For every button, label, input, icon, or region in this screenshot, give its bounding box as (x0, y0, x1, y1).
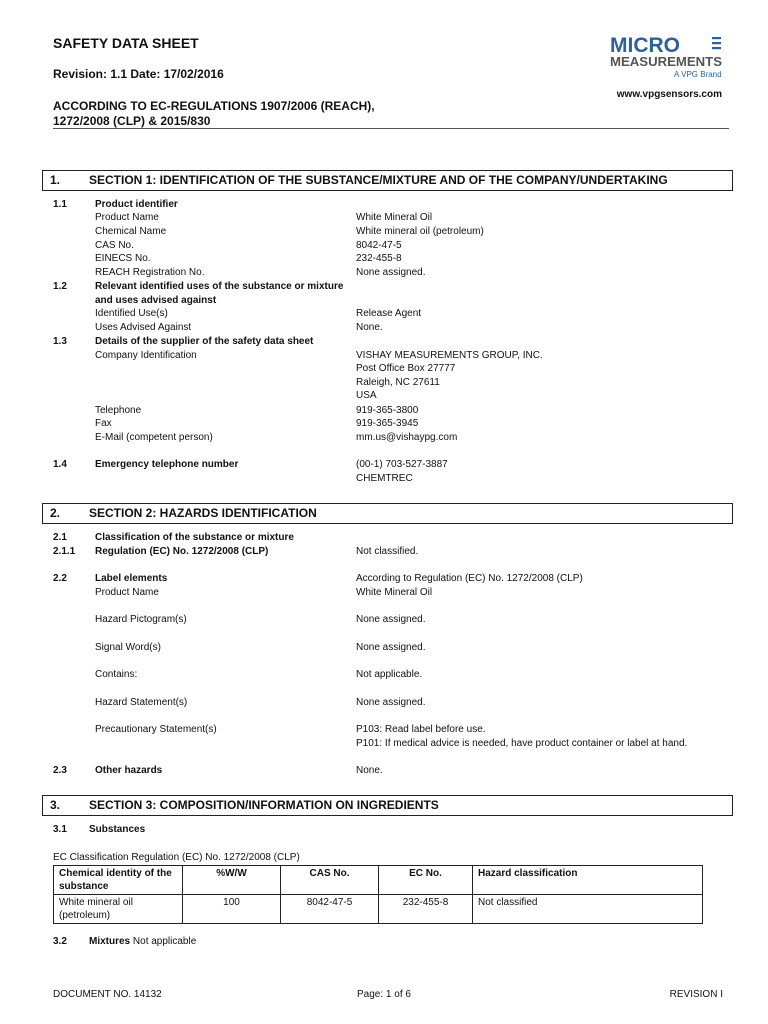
field-label: Contains: (95, 669, 138, 680)
logo-word-micro: MICRO (610, 34, 680, 57)
revision-footer: REVISION I (669, 989, 723, 1000)
field-label: Hazard Statement(s) (95, 697, 188, 708)
field-label: EINECS No. (95, 253, 151, 264)
page-number: Page: 1 of 6 (357, 989, 411, 1000)
logo-bars-icon (712, 37, 721, 49)
document-title: SAFETY DATA SHEET (53, 35, 199, 51)
field-label: REACH Registration No. (95, 267, 205, 278)
subsection-number: 1.3 (53, 336, 67, 347)
field-value: USA (356, 390, 377, 401)
field-label: Product Name (95, 587, 159, 598)
field-value: Release Agent (356, 308, 422, 319)
subsection-title: Product identifier (95, 199, 178, 210)
regulation-line-1: ACCORDING TO EC-REGULATIONS 1907/2006 (REACH), (53, 99, 375, 113)
field-value: 8042-47-5 (356, 240, 402, 251)
field-value: White Mineral Oil (356, 212, 433, 223)
table-header-row (54, 866, 703, 895)
revision-date: Revision: 1.1 Date: 17/02/2016 (53, 67, 224, 81)
table-cell: White mineral oil (petroleum) (54, 895, 183, 924)
subsection-mixtures (89, 935, 196, 949)
table-caption: EC Classification Regulation (EC) No. 1272/2008 (CLP) (53, 852, 300, 863)
field-label: CAS No. (95, 240, 134, 251)
section-number: 1. (50, 173, 61, 187)
field-value: Not classified. (356, 546, 419, 557)
table-cell: Not classified (473, 895, 703, 924)
website-link[interactable]: www.vpgsensors.com (616, 89, 722, 100)
document-number: DOCUMENT NO. 14132 (53, 989, 162, 1000)
section-title: SECTION 3: COMPOSITION/INFORMATION ON INGREDIENTS (89, 798, 439, 812)
field-value: White mineral oil (petroleum) (356, 226, 484, 237)
email-link[interactable]: mm.us@vishaypg.com (356, 432, 458, 443)
subsection-title: Emergency telephone number (95, 459, 239, 470)
field-label: Telephone (95, 405, 142, 416)
table-cell: 100 (183, 895, 281, 924)
subsection-number: 1.1 (53, 199, 67, 210)
subsection-number: 3.1 (53, 824, 67, 835)
field-value: 919-365-3800 (356, 405, 419, 416)
section-title: SECTION 1: IDENTIFICATION OF THE SUBSTANCE/MIXTURE AND OF THE COMPANY/UNDERTAKING (89, 173, 668, 187)
column-header: EC No. (379, 866, 473, 895)
field-value: None. (356, 322, 383, 333)
regulation-line-2: 1272/2008 (CLP) & 2015/830 (53, 114, 211, 128)
table-cell: 8042-47-5 (281, 895, 379, 924)
field-value: White Mineral Oil (356, 587, 433, 598)
table-cell: 232-455-8 (379, 895, 473, 924)
field-value: P103: Read label before use. (356, 724, 486, 735)
field-label: Uses Advised Against (95, 322, 192, 333)
subsection-title: Classification of the substance or mixture (95, 532, 294, 543)
subsection-number: 3.2 (53, 936, 67, 947)
subsection-number: 2.2 (53, 573, 67, 584)
field-value: None. (356, 765, 383, 776)
subsection-number: 2.1 (53, 532, 67, 543)
field-value: Not applicable (132, 936, 197, 947)
field-value: P101: If medical advice is needed, have product container or label at hand. (356, 738, 688, 749)
field-label: Fax (95, 418, 112, 429)
subsection-number: 1.2 (53, 281, 67, 292)
field-value: According to Regulation (EC) No. 1272/2008 (CLP) (356, 573, 583, 584)
subsection-number: 2.1.1 (53, 546, 76, 557)
column-header: CAS No. (281, 866, 379, 895)
section-title: SECTION 2: HAZARDS IDENTIFICATION (89, 506, 317, 520)
subsection-title-cont: and uses advised against (95, 295, 217, 306)
field-label: Signal Word(s) (95, 642, 161, 653)
subsection-title: Other hazards (95, 765, 163, 776)
column-header: %W/W (183, 866, 281, 895)
logo-tagline: A VPG Brand (674, 70, 722, 79)
field-label: Hazard Pictogram(s) (95, 614, 187, 625)
field-value: None assigned. (356, 642, 426, 653)
field-label: Product Name (95, 212, 159, 223)
field-label: E-Mail (competent person) (95, 432, 213, 443)
regulation-heading (53, 99, 375, 129)
field-value: None assigned. (356, 614, 426, 625)
field-value: Not applicable. (356, 669, 423, 680)
subsection-number: 1.4 (53, 459, 67, 470)
field-value: 232-455-8 (356, 253, 402, 264)
subsection-title: Substances (89, 824, 146, 835)
section-2-header (42, 503, 733, 524)
composition-table (53, 865, 703, 924)
subsection-number: 2.3 (53, 765, 67, 776)
section-number: 2. (50, 506, 61, 520)
field-value: None assigned. (356, 267, 426, 278)
subsection-title: Label elements (95, 573, 168, 584)
field-label: Identified Use(s) (95, 308, 168, 319)
header-divider (53, 128, 729, 129)
table-row (54, 895, 703, 924)
field-label: Chemical Name (95, 226, 167, 237)
column-header: Chemical identity of the substance (54, 866, 183, 895)
section-3-header (42, 795, 733, 816)
field-value: Raleigh, NC 27611 (356, 377, 440, 388)
field-label: Precautionary Statement(s) (95, 724, 217, 735)
field-value: (00-1) 703-527-3887 (356, 459, 448, 470)
section-1-header (42, 170, 733, 191)
section-number: 3. (50, 798, 61, 812)
field-value: CHEMTREC (356, 473, 413, 484)
subsection-title: Regulation (EC) No. 1272/2008 (CLP) (95, 546, 269, 557)
field-value: 919-365-3945 (356, 418, 419, 429)
logo-word-measurements: MEASUREMENTS (610, 55, 722, 69)
subsection-title: Relevant identified uses of the substance or mixture (95, 281, 344, 292)
subsection-title: Mixtures (89, 936, 131, 947)
subsection-title: Details of the supplier of the safety data sheet (95, 336, 314, 347)
micro-measurements-logo (608, 33, 724, 81)
field-value: Post Office Box 27777 (356, 363, 456, 374)
field-label: Company Identification (95, 350, 197, 361)
column-header: Hazard classification (473, 866, 703, 895)
field-value: None assigned. (356, 697, 426, 708)
field-value: VISHAY MEASUREMENTS GROUP, INC. (356, 350, 543, 361)
